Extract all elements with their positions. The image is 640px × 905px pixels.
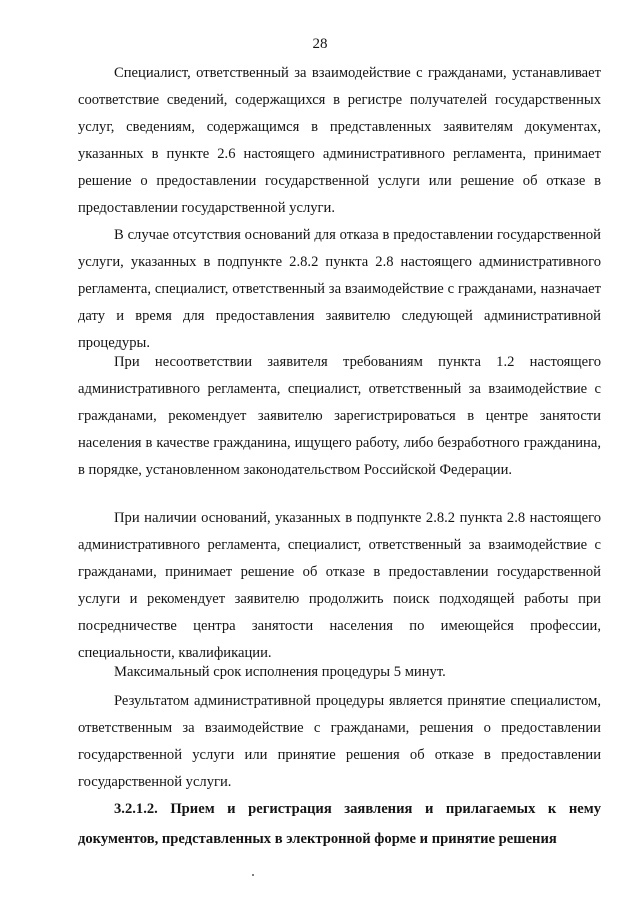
paragraph: При наличии оснований, указанных в подпункте 2.8.2 пункта 2.8 настоящего административного регламента, специалист, ответственный за взаимодействие с гражданами, принимает решение об отказе в предоставлении государственной услуги и рекомендует заявителю продолжить поиск подходящей работы при посредничестве центра занятости населения по имеющейся профессии, специальности, квалификации.	[78, 510, 601, 661]
paragraph-refusal	[78, 505, 601, 673]
section-heading-block	[78, 782, 601, 860]
paragraph-no-grounds	[78, 222, 601, 363]
section-heading: 3.2.1.2. Прием и регистрация заявления и прилагаемых к нему документов, представленных в электронной форме и принятие решения	[78, 801, 601, 847]
paragraph-decision	[78, 60, 601, 228]
paragraph: Максимальный срок исполнения процедуры 5 минут.	[114, 664, 446, 680]
paragraph: В случае отсутствия оснований для отказа в предоставлении государственной услуги, указанных в подпункте 2.8.2 пункта 2.8 настоящего административного регламента, специалист, ответственный за взаимодействие с гражданами, назначает дату и время для предоставления заявителю следующей административной процедуры.	[78, 227, 601, 351]
scan-speck	[252, 874, 254, 876]
paragraph-non-compliance	[78, 349, 601, 490]
paragraph: При несоответствии заявителя требованиям пункта 1.2 настоящего административного регламента, специалист, ответственный за взаимодействие с гражданами, рекомендует заявителю зарегистрироваться в центре занятости населения в качестве гражданина, ищущего работу, либо безработного гражданина, в порядке, установленном законодательством Российской Федерации.	[78, 354, 601, 478]
paragraph: Результатом административной процедуры является принятие специалистом, ответственным за взаимодействие с гражданами, решения о предоставлении государственной услуги или принятие решения об отказе в предоставлении государственной услуги.	[78, 693, 601, 790]
paragraph: Специалист, ответственный за взаимодействие с гражданами, устанавливает соответствие сведений, содержащихся в регистре получателей государственных услуг, сведениям, содержащимся в представленных заявителям документах, указанных в пункте 2.6 настоящего административного регламента, принимает решение о предоставлении государственной услуги или решение об отказе в предоставлении государственной услуги.	[78, 65, 601, 216]
page-number: 28	[312, 36, 328, 52]
